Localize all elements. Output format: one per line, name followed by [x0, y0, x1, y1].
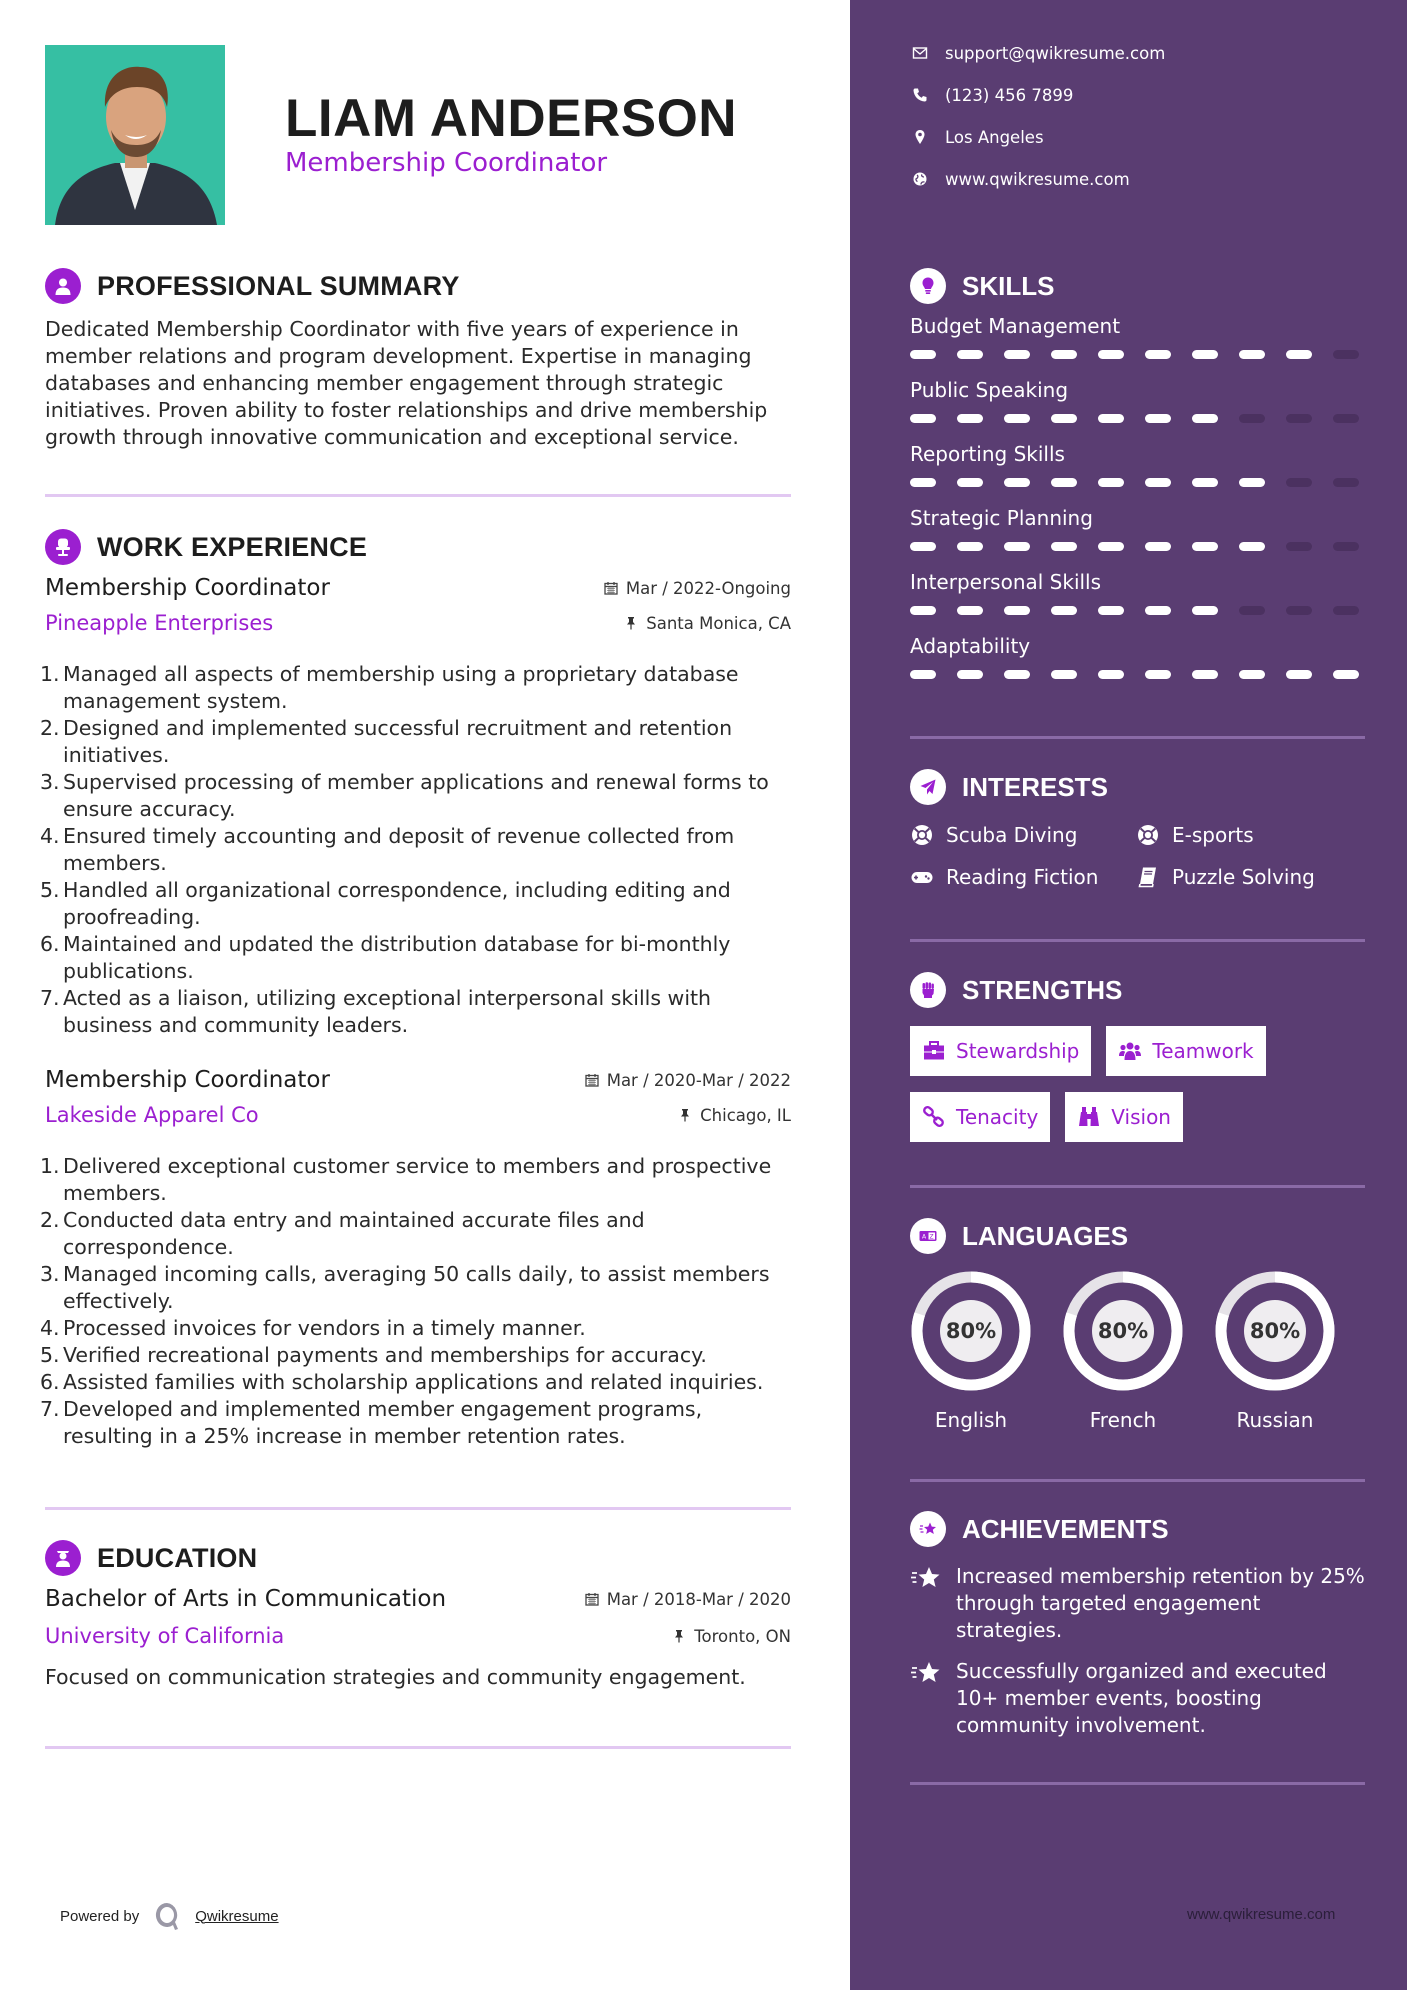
binoculars-icon — [1077, 1105, 1101, 1129]
bullet-item: 7. Developed and implemented member engagement programs, resulting in a 25% increase in member retention rates. — [40, 1397, 703, 1448]
interest-item — [1136, 865, 1336, 889]
skill-segment — [1004, 542, 1030, 551]
phone-text: (123) 456 7899 — [945, 85, 1074, 105]
divider — [45, 1746, 791, 1749]
phone-icon — [912, 87, 928, 103]
translate-icon — [910, 1218, 946, 1254]
skill-name: Adaptability — [910, 634, 1031, 658]
experience-section — [40, 527, 791, 1450]
skill-segment — [1333, 350, 1359, 359]
skill-segment — [957, 606, 983, 615]
education-heading: EDUCATION — [97, 1542, 258, 1573]
skill-segment — [1239, 670, 1265, 679]
website-text: www.qwikresume.com — [945, 169, 1130, 189]
summary-section — [45, 266, 791, 451]
skill-segment — [1098, 670, 1124, 679]
skill-segment — [1004, 350, 1030, 359]
profile-photo — [45, 45, 225, 225]
skill-item — [910, 310, 1365, 374]
skill-name: Public Speaking — [910, 378, 1069, 402]
divider — [910, 1782, 1365, 1785]
language-progress-ring — [910, 1270, 1032, 1392]
skill-item — [910, 438, 1365, 502]
language-percent: 80% — [1249, 1319, 1301, 1343]
skill-segment — [1098, 606, 1124, 615]
skills-section — [910, 266, 1365, 694]
interest-item — [1136, 823, 1336, 847]
skill-segment — [1051, 542, 1077, 551]
strength-chip — [1106, 1026, 1265, 1076]
divider — [910, 1185, 1365, 1188]
paper-plane-icon — [910, 769, 946, 805]
bullet-item: 3. Managed incoming calls, averaging 50 calls daily, to assist members effectively. — [40, 1262, 770, 1313]
skill-rating — [910, 350, 1365, 359]
divider — [910, 1479, 1365, 1482]
job-location-text: Chicago, IL — [700, 1105, 791, 1125]
strength-label: Vision — [1111, 1105, 1171, 1129]
skill-segment — [1192, 542, 1218, 551]
bullet-item: 4. Ensured timely accounting and deposit of revenue collected from members. — [40, 824, 735, 875]
globe-icon — [912, 171, 928, 187]
skill-rating — [910, 542, 1365, 551]
achievement-item — [910, 1563, 1365, 1644]
summary-text: Dedicated Membership Coordinator with five years of experience in member relations and program development. Expertise in managing databases and enhancing member engagement through strategic initiatives. Proven ability to foster relationships and drive membership growth through innovative communication and exceptional service. — [45, 317, 768, 449]
footer-website[interactable]: www.qwikresume.com — [1187, 1906, 1336, 1923]
job-dates — [604, 579, 791, 598]
skill-segment — [1192, 606, 1218, 615]
life-ring-icon — [910, 823, 934, 847]
skill-segment — [1333, 478, 1359, 487]
bullet-item: 2. Designed and implemented successful recruitment and retention initiatives. — [40, 716, 733, 767]
qwikresume-link[interactable]: Qwikresume — [195, 1907, 279, 1925]
job-bullets — [40, 661, 791, 1039]
skill-segment — [910, 414, 936, 423]
skill-segment — [957, 670, 983, 679]
link-icon — [922, 1105, 946, 1129]
skill-rating — [910, 606, 1365, 615]
interest-label: Reading Fiction — [946, 865, 1099, 889]
skill-segment — [957, 478, 983, 487]
job-company: Lakeside Apparel Co — [45, 1103, 259, 1127]
users-icon — [1118, 1039, 1142, 1063]
skill-segment — [1004, 414, 1030, 423]
skill-segment — [1286, 350, 1312, 359]
shooting-star-icon — [910, 1565, 942, 1593]
languages-heading: LANGUAGES — [962, 1220, 1129, 1251]
skill-segment — [1145, 350, 1171, 359]
language-item — [1214, 1270, 1336, 1432]
skill-item — [910, 502, 1365, 566]
job-dates — [585, 1071, 791, 1090]
skill-name: Strategic Planning — [910, 506, 1093, 530]
skill-segment — [1145, 478, 1171, 487]
life-ring-icon — [1136, 823, 1160, 847]
education-dates-text: Mar / 2018-Mar / 2020 — [606, 1589, 791, 1609]
language-name: Russian — [1236, 1408, 1314, 1432]
experience-heading: WORK EXPERIENCE — [97, 531, 368, 562]
strengths-section — [910, 970, 1365, 1142]
job-location — [624, 614, 791, 633]
interests-section — [910, 767, 1365, 889]
job-location-text: Santa Monica, CA — [646, 613, 791, 633]
job-role: Membership Coordinator — [45, 575, 330, 601]
bullet-item: 6. Assisted families with scholarship applications and related inquiries. — [40, 1370, 764, 1394]
language-progress-ring — [1214, 1270, 1336, 1392]
education-description: Focused on communication strategies and community engagement. — [45, 1665, 746, 1689]
interest-label: Scuba Diving — [946, 823, 1078, 847]
strength-chip — [1065, 1092, 1183, 1142]
divider — [45, 1507, 791, 1510]
contact-website[interactable] — [910, 169, 1130, 189]
achievements-list — [910, 1563, 1365, 1739]
job-location — [678, 1106, 791, 1125]
job-entry — [40, 575, 791, 1039]
language-percent: 80% — [945, 1319, 997, 1343]
skill-segment — [1192, 350, 1218, 359]
shooting-star-icon — [910, 1511, 946, 1547]
skill-segment — [1098, 350, 1124, 359]
language-percent: 80% — [1097, 1319, 1149, 1343]
skill-segment — [1286, 478, 1312, 487]
skill-segment — [1192, 670, 1218, 679]
skill-item — [910, 374, 1365, 438]
skill-rating — [910, 478, 1365, 487]
skill-segment — [1192, 478, 1218, 487]
skill-segment — [1004, 670, 1030, 679]
skill-item — [910, 630, 1365, 694]
skill-segment — [1239, 350, 1265, 359]
languages-list — [910, 1270, 1365, 1432]
skill-segment — [1333, 414, 1359, 423]
bullet-item: 5. Handled all organizational correspondence, including editing and proofreading. — [40, 878, 731, 929]
contact-email[interactable] — [910, 43, 1165, 63]
skill-name: Budget Management — [910, 314, 1121, 338]
bullet-item: 4. Processed invoices for vendors in a timely manner. — [40, 1316, 586, 1340]
skill-segment — [1333, 542, 1359, 551]
interest-label: E-sports — [1172, 823, 1254, 847]
skill-segment — [1098, 414, 1124, 423]
skill-segment — [957, 350, 983, 359]
powered-by-label: Powered by — [60, 1907, 140, 1925]
job-bullets — [40, 1153, 791, 1450]
language-name: French — [1089, 1408, 1157, 1432]
language-item — [910, 1270, 1032, 1432]
divider — [910, 736, 1365, 739]
skill-segment — [957, 542, 983, 551]
envelope-icon — [912, 45, 928, 61]
skill-rating — [910, 670, 1365, 679]
contact-phone[interactable] — [910, 85, 1073, 105]
strength-label: Tenacity — [956, 1105, 1039, 1129]
skill-segment — [1145, 542, 1171, 551]
interest-item — [910, 865, 1136, 889]
skill-segment — [1051, 414, 1077, 423]
skill-segment — [1145, 670, 1171, 679]
skill-segment — [1333, 670, 1359, 679]
skill-segment — [1004, 478, 1030, 487]
skill-segment — [1286, 670, 1312, 679]
skill-name: Reporting Skills — [910, 442, 1065, 466]
svg-text:A: A — [922, 1233, 927, 1241]
skill-segment — [1051, 670, 1077, 679]
qwikresume-logo-icon — [153, 1900, 181, 1932]
skill-segment — [1239, 542, 1265, 551]
skill-segment — [1145, 606, 1171, 615]
skills-list — [910, 310, 1365, 694]
bullet-item: 6. Maintained and updated the distribution database for bi-monthly publications. — [40, 932, 731, 983]
achievements-section — [910, 1509, 1365, 1739]
strength-chip — [910, 1026, 1091, 1076]
person-photo-icon — [45, 45, 225, 225]
skill-segment — [957, 414, 983, 423]
divider — [45, 494, 791, 497]
skill-segment — [1286, 542, 1312, 551]
degree: Bachelor of Arts in Communication — [45, 1586, 447, 1612]
contact-location — [910, 127, 1044, 147]
skill-segment — [1004, 606, 1030, 615]
user-icon — [45, 268, 81, 304]
achievement-text: Successfully organized and executed 10+ member events, boosting community involvement. — [956, 1659, 1327, 1737]
chair-icon — [45, 529, 81, 565]
skill-segment — [1239, 606, 1265, 615]
skill-segment — [910, 350, 936, 359]
calendar-icon — [585, 1592, 599, 1606]
bullet-item: 2. Conducted data entry and maintained accurate files and correspondence. — [40, 1208, 645, 1259]
candidate-name: LIAM ANDERSON — [285, 89, 738, 148]
strength-label: Teamwork — [1152, 1039, 1254, 1063]
education-location-text: Toronto, ON — [694, 1626, 791, 1646]
skill-segment — [1286, 606, 1312, 615]
map-marker-icon — [912, 129, 928, 145]
job-dates-text: Mar / 2022-Ongoing — [625, 578, 791, 598]
skill-segment — [910, 542, 936, 551]
skills-heading: SKILLS — [962, 270, 1055, 301]
education-location — [672, 1627, 791, 1646]
interest-label: Puzzle Solving — [1172, 865, 1315, 889]
bullet-item: 1. Delivered exceptional customer service to members and prospective members. — [40, 1154, 772, 1205]
interests-list — [910, 823, 1365, 889]
pushpin-icon — [672, 1629, 686, 1643]
skill-segment — [1239, 478, 1265, 487]
skill-segment — [1051, 478, 1077, 487]
skill-name: Interpersonal Skills — [910, 570, 1102, 594]
bullet-item: 1. Managed all aspects of membership using a proprietary database management system. — [40, 662, 739, 713]
pushpin-icon — [678, 1108, 692, 1122]
skill-rating — [910, 414, 1365, 423]
pushpin-icon — [624, 616, 638, 630]
summary-heading: PROFESSIONAL SUMMARY — [97, 270, 460, 301]
strength-label: Stewardship — [956, 1039, 1080, 1063]
job-role: Membership Coordinator — [45, 1067, 330, 1093]
skill-segment — [1098, 478, 1124, 487]
skill-segment — [1098, 542, 1124, 551]
skill-item — [910, 566, 1365, 630]
skill-segment — [910, 670, 936, 679]
shooting-star-icon — [910, 1660, 942, 1688]
skill-segment — [1333, 606, 1359, 615]
skill-segment — [1239, 414, 1265, 423]
languages-section — [910, 1216, 1365, 1432]
skill-segment — [1286, 414, 1312, 423]
lightbulb-icon — [910, 268, 946, 304]
achievement-item — [910, 1658, 1365, 1739]
job-company: Pineapple Enterprises — [45, 611, 274, 635]
candidate-title: Membership Coordinator — [285, 148, 608, 178]
strengths-heading: STRENGTHS — [962, 974, 1123, 1005]
language-item — [1062, 1270, 1184, 1432]
achievements-heading: ACHIEVEMENTS — [962, 1513, 1169, 1544]
skill-segment — [1145, 414, 1171, 423]
svg-text:Z: Z — [929, 1233, 934, 1241]
interest-item — [910, 823, 1136, 847]
language-name: English — [934, 1408, 1008, 1432]
fist-icon — [910, 972, 946, 1008]
strengths-list — [910, 1026, 1330, 1142]
strength-chip — [910, 1092, 1050, 1142]
divider — [910, 939, 1365, 942]
calendar-icon — [604, 581, 618, 595]
job-entry — [40, 1067, 791, 1450]
skill-segment — [1192, 414, 1218, 423]
job-dates-text: Mar / 2020-Mar / 2022 — [606, 1070, 791, 1090]
bullet-item: 5. Verified recreational payments and memberships for accuracy. — [40, 1343, 707, 1367]
gamepad-icon — [910, 865, 934, 889]
skill-segment — [910, 606, 936, 615]
skill-segment — [1051, 350, 1077, 359]
book-icon — [1136, 865, 1160, 889]
skill-segment — [1051, 606, 1077, 615]
skill-segment — [910, 478, 936, 487]
bullet-item: 3. Supervised processing of member applications and renewal forms to ensure accuracy. — [40, 770, 769, 821]
bullet-item: 7. Acted as a liaison, utilizing exceptional interpersonal skills with business and community leaders. — [40, 986, 712, 1037]
powered-by — [60, 1900, 279, 1932]
calendar-icon — [585, 1073, 599, 1087]
location-text: Los Angeles — [945, 127, 1044, 147]
achievement-text: Increased membership retention by 25% through targeted engagement strategies. — [956, 1564, 1365, 1642]
school: University of California — [45, 1624, 285, 1648]
language-progress-ring — [1062, 1270, 1184, 1392]
graduate-icon — [45, 1540, 81, 1576]
email-text: support@qwikresume.com — [945, 43, 1166, 63]
briefcase-icon — [922, 1039, 946, 1063]
education-section — [45, 1538, 791, 1691]
education-dates — [585, 1590, 791, 1609]
interests-heading: INTERESTS — [962, 771, 1108, 802]
